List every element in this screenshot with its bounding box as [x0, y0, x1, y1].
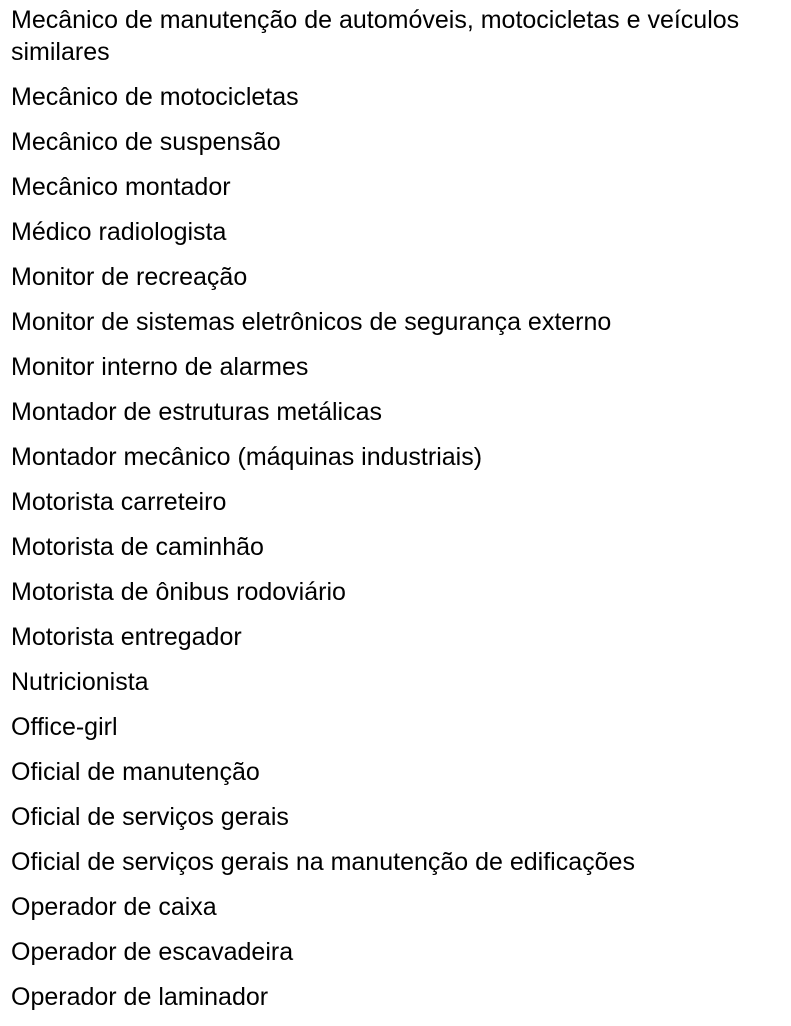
list-item: Monitor interno de alarmes [11, 353, 309, 381]
list-item: Médico radiologista [11, 218, 227, 246]
list-item: Oficial de manutenção [11, 758, 260, 786]
list-item: Motorista entregador [11, 623, 242, 651]
list-item: Monitor de recreação [11, 263, 248, 291]
list-item: Nutricionista [11, 668, 149, 696]
list-item: Monitor de sistemas eletrônicos de segurança externo [11, 308, 612, 336]
list-item: Office-girl [11, 713, 118, 741]
list-item: Motorista de caminhão [11, 533, 264, 561]
list-item: Operador de escavadeira [11, 938, 294, 966]
list-item: Oficial de serviços gerais [11, 803, 289, 831]
list-item: Mecânico de manutenção de automóveis, motocicletas e veículos similares [11, 6, 740, 66]
list-item: Mecânico de suspensão [11, 128, 281, 156]
list-item: Mecânico de motocicletas [11, 83, 299, 111]
list-item: Operador de laminador [11, 983, 269, 1011]
list-item: Operador de caixa [11, 893, 217, 921]
list-item: Montador mecânico (máquinas industriais) [11, 443, 483, 471]
list-item: Mecânico montador [11, 173, 231, 201]
occupation-list [11, 4, 781, 1026]
list-item: Motorista carreteiro [11, 488, 227, 516]
list-item: Motorista de ônibus rodoviário [11, 578, 346, 606]
list-item: Oficial de serviços gerais na manutenção de edificações [11, 848, 635, 876]
list-item: Montador de estruturas metálicas [11, 398, 383, 426]
